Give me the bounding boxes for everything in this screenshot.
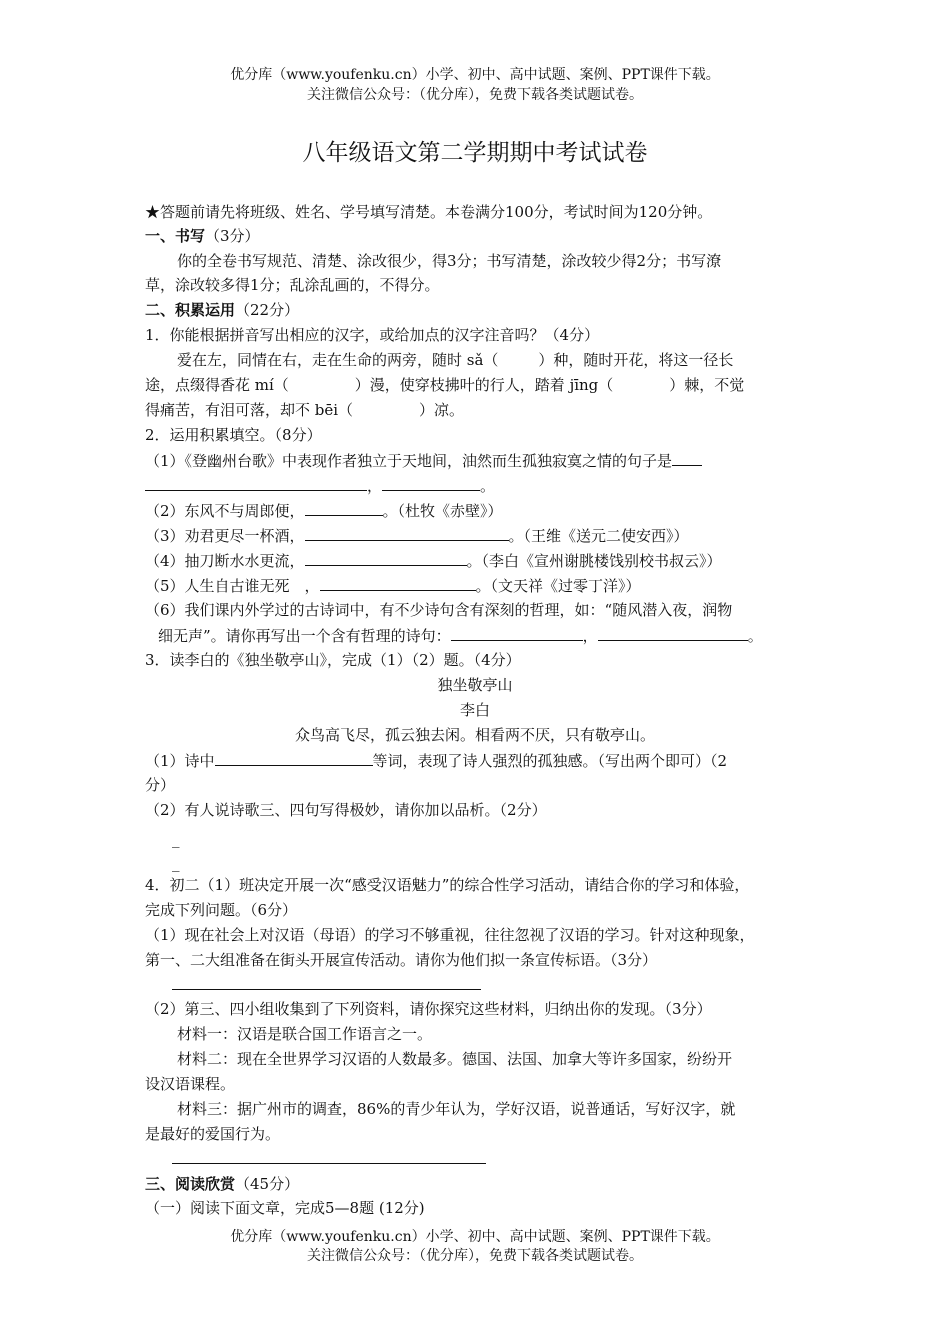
q4-sub-1-a: （1）现在社会上对汉语（母语）的学习不够重视，往往忽视了汉语的学习。针对这种现象， bbox=[145, 926, 755, 944]
section-1-heading bbox=[145, 225, 260, 247]
answer-blank[interactable] bbox=[305, 549, 467, 566]
q2-item-5 bbox=[145, 574, 641, 597]
material-3-b: 是最好的爱国行为。 bbox=[145, 1125, 281, 1143]
answer-blank[interactable] bbox=[451, 624, 583, 641]
q1-text: ）棘，不觉 bbox=[669, 376, 745, 394]
q2-text: （5）人生自古谁无死 ， bbox=[145, 577, 320, 595]
q2-text: ， bbox=[367, 477, 383, 495]
answer-dash[interactable]: _ bbox=[172, 854, 180, 872]
q2-item-6-cont bbox=[158, 624, 763, 647]
q2-item-3 bbox=[145, 524, 689, 547]
q2-text: 。 bbox=[480, 477, 496, 495]
material-2-b: 设汉语课程。 bbox=[145, 1075, 236, 1093]
q2-stem: 2．运用积累填空。（8分） bbox=[145, 426, 322, 444]
q1-text: ）凉。 bbox=[419, 401, 465, 419]
q1-line-1 bbox=[177, 349, 733, 371]
header-line-1: 优分库（www.youfenku.cn）小学、初中、高中试题、案例、PPT课件下载。 bbox=[230, 67, 720, 83]
q2-text: 。（李白《宣州谢朓楼饯别校书叔云》） bbox=[466, 552, 722, 570]
answer-blank[interactable] bbox=[320, 574, 476, 591]
answer-blank[interactable] bbox=[598, 624, 748, 641]
q2-text: （2）东风不与周郎便， bbox=[145, 502, 305, 520]
q2-item-4 bbox=[145, 549, 722, 572]
q1-text: ）种，随时开花，将这一径长 bbox=[538, 351, 734, 369]
section-1-body-1: 你的全卷书写规范、清楚、涂改很少，得3分；书写清楚，涂改较少得2分；书写潦 bbox=[177, 252, 722, 270]
section-3-sub-1: （一）阅读下面文章，完成5—8题 (12分) bbox=[145, 1199, 425, 1217]
page-title: 八年级语文第二学期期中考试试卷 bbox=[302, 140, 648, 166]
header-line-2: 关注微信公众号：（优分库），免费下载各类试题试卷。 bbox=[307, 87, 643, 103]
q1-line-3 bbox=[145, 399, 464, 421]
q2-item-2 bbox=[145, 499, 503, 522]
section-1-title: 一、书写 bbox=[145, 227, 206, 245]
q1-stem: 1．你能根据拼音写出相应的汉字，或给加点的汉字注音吗？（4分） bbox=[145, 326, 600, 344]
q2-item-1 bbox=[145, 449, 702, 472]
q2-text: （4）抽刀断水水更流， bbox=[145, 552, 305, 570]
q3-text: （1）诗中 bbox=[145, 752, 215, 770]
q2-text: （1）《登幽州台歌》中表现作者独立于天地间，油然而生孤独寂寞之情的句子是 bbox=[145, 452, 673, 470]
material-3-a: 材料三：据广州市的调查，86%的青少年认为，学好汉语，说普通话，写好汉字，就 bbox=[177, 1100, 736, 1118]
answer-blank[interactable] bbox=[382, 474, 480, 491]
q1-text: 爱在左，同情在右，走在生命的两旁，随时 sǎ（ bbox=[177, 351, 499, 369]
q3-part-2: （2）有人说诗歌三、四句写得极妙，请你加以品析。（2分） bbox=[145, 801, 547, 819]
q4-sub-1-b: 第一、二大组准备在街头开展宣传活动。请你为他们拟一条宣传标语。（3分） bbox=[145, 951, 658, 969]
q3-part-1 bbox=[145, 749, 727, 772]
q2-text: （3）劝君更尽一杯酒， bbox=[145, 527, 305, 545]
section-2-title: 二、积累运用 bbox=[145, 301, 236, 319]
footer-line-2: 关注微信公众号：（优分库），免费下载各类试题试卷。 bbox=[307, 1248, 643, 1264]
q2-text: ， bbox=[582, 627, 598, 645]
poem-author: 李白 bbox=[459, 701, 490, 719]
section-1-body-2: 草，涂改较多得1分；乱涂乱画的，不得分。 bbox=[145, 276, 440, 294]
poem-title: 独坐敬亭山 bbox=[437, 676, 513, 694]
answer-line[interactable] bbox=[172, 1163, 486, 1164]
section-3-heading bbox=[145, 1173, 299, 1195]
q1-text: 途，点缀得香花 mí（ bbox=[145, 376, 289, 394]
answer-blank[interactable] bbox=[672, 449, 702, 466]
answer-blank[interactable] bbox=[305, 499, 383, 516]
q2-text: 。（文天祥《过零丁洋》） bbox=[475, 577, 641, 595]
poem-text: 众鸟高飞尽，孤云独去闲。相看两不厌，只有敬亭山。 bbox=[294, 726, 655, 744]
footer-line-1: 优分库（www.youfenku.cn）小学、初中、高中试题、案例、PPT课件下载。 bbox=[230, 1229, 720, 1245]
section-3-title: 三、阅读欣赏 bbox=[145, 1175, 236, 1193]
section-3-score: （45分） bbox=[235, 1175, 300, 1193]
q1-text: 得痛苦，有泪可落，却不 bēi（ bbox=[145, 401, 354, 419]
section-1-score: （3分） bbox=[205, 227, 260, 245]
exam-notice: ★答题前请先将班级、姓名、学号填写清楚。本卷满分100分，考试时间为120分钟。 bbox=[145, 203, 713, 221]
material-2-a: 材料二：现在全世界学习汉语的人数最多。德国、法国、加拿大等许多国家，纷纷开 bbox=[177, 1050, 733, 1068]
q2-text: 。（王维《送元二使安西》） bbox=[508, 527, 689, 545]
q3-stem: 3．读李白的《独坐敬亭山》，完成（1）（2）题。（4分） bbox=[145, 651, 521, 669]
section-2-score: （22分） bbox=[235, 301, 300, 319]
q1-line-2 bbox=[145, 374, 744, 396]
q3-part-1-cont: 分） bbox=[145, 776, 176, 794]
answer-line[interactable] bbox=[172, 989, 481, 990]
answer-blank[interactable] bbox=[305, 524, 509, 541]
q4-stem-2: 完成下列问题。（6分） bbox=[145, 901, 298, 919]
q2-text: 。 bbox=[747, 627, 763, 645]
q2-item-6: （6）我们课内外学过的古诗词中，有不少诗句含有深刻的哲理，如：“随风潜入夜，润物 bbox=[145, 601, 733, 619]
q3-text: 等词，表现了诗人强烈的孤独感。（写出两个即可）（2 bbox=[372, 752, 728, 770]
q1-text: ）漫，使穿枝拂叶的行人，踏着 jīng（ bbox=[354, 376, 614, 394]
answer-blank[interactable] bbox=[145, 474, 367, 491]
q4-stem-1: 4．初二（1）班决定开展一次“感受汉语魅力”的综合性学习活动，请结合你的学习和体验， bbox=[145, 876, 750, 894]
q2-text: 细无声”。请你再写出一个含有哲理的诗句： bbox=[158, 627, 451, 645]
section-2-heading bbox=[145, 299, 299, 321]
answer-blank[interactable] bbox=[215, 749, 373, 766]
answer-dash[interactable]: _ bbox=[172, 830, 180, 848]
q2-text: 。（杜牧《赤壁》） bbox=[382, 502, 503, 520]
q4-sub-2: （2）第三、四小组收集到了下列资料，请你探究这些材料，归纳出你的发现。（3分） bbox=[145, 1000, 712, 1018]
q2-item-1-cont bbox=[145, 474, 495, 497]
material-1: 材料一：汉语是联合国工作语言之一。 bbox=[177, 1025, 433, 1043]
